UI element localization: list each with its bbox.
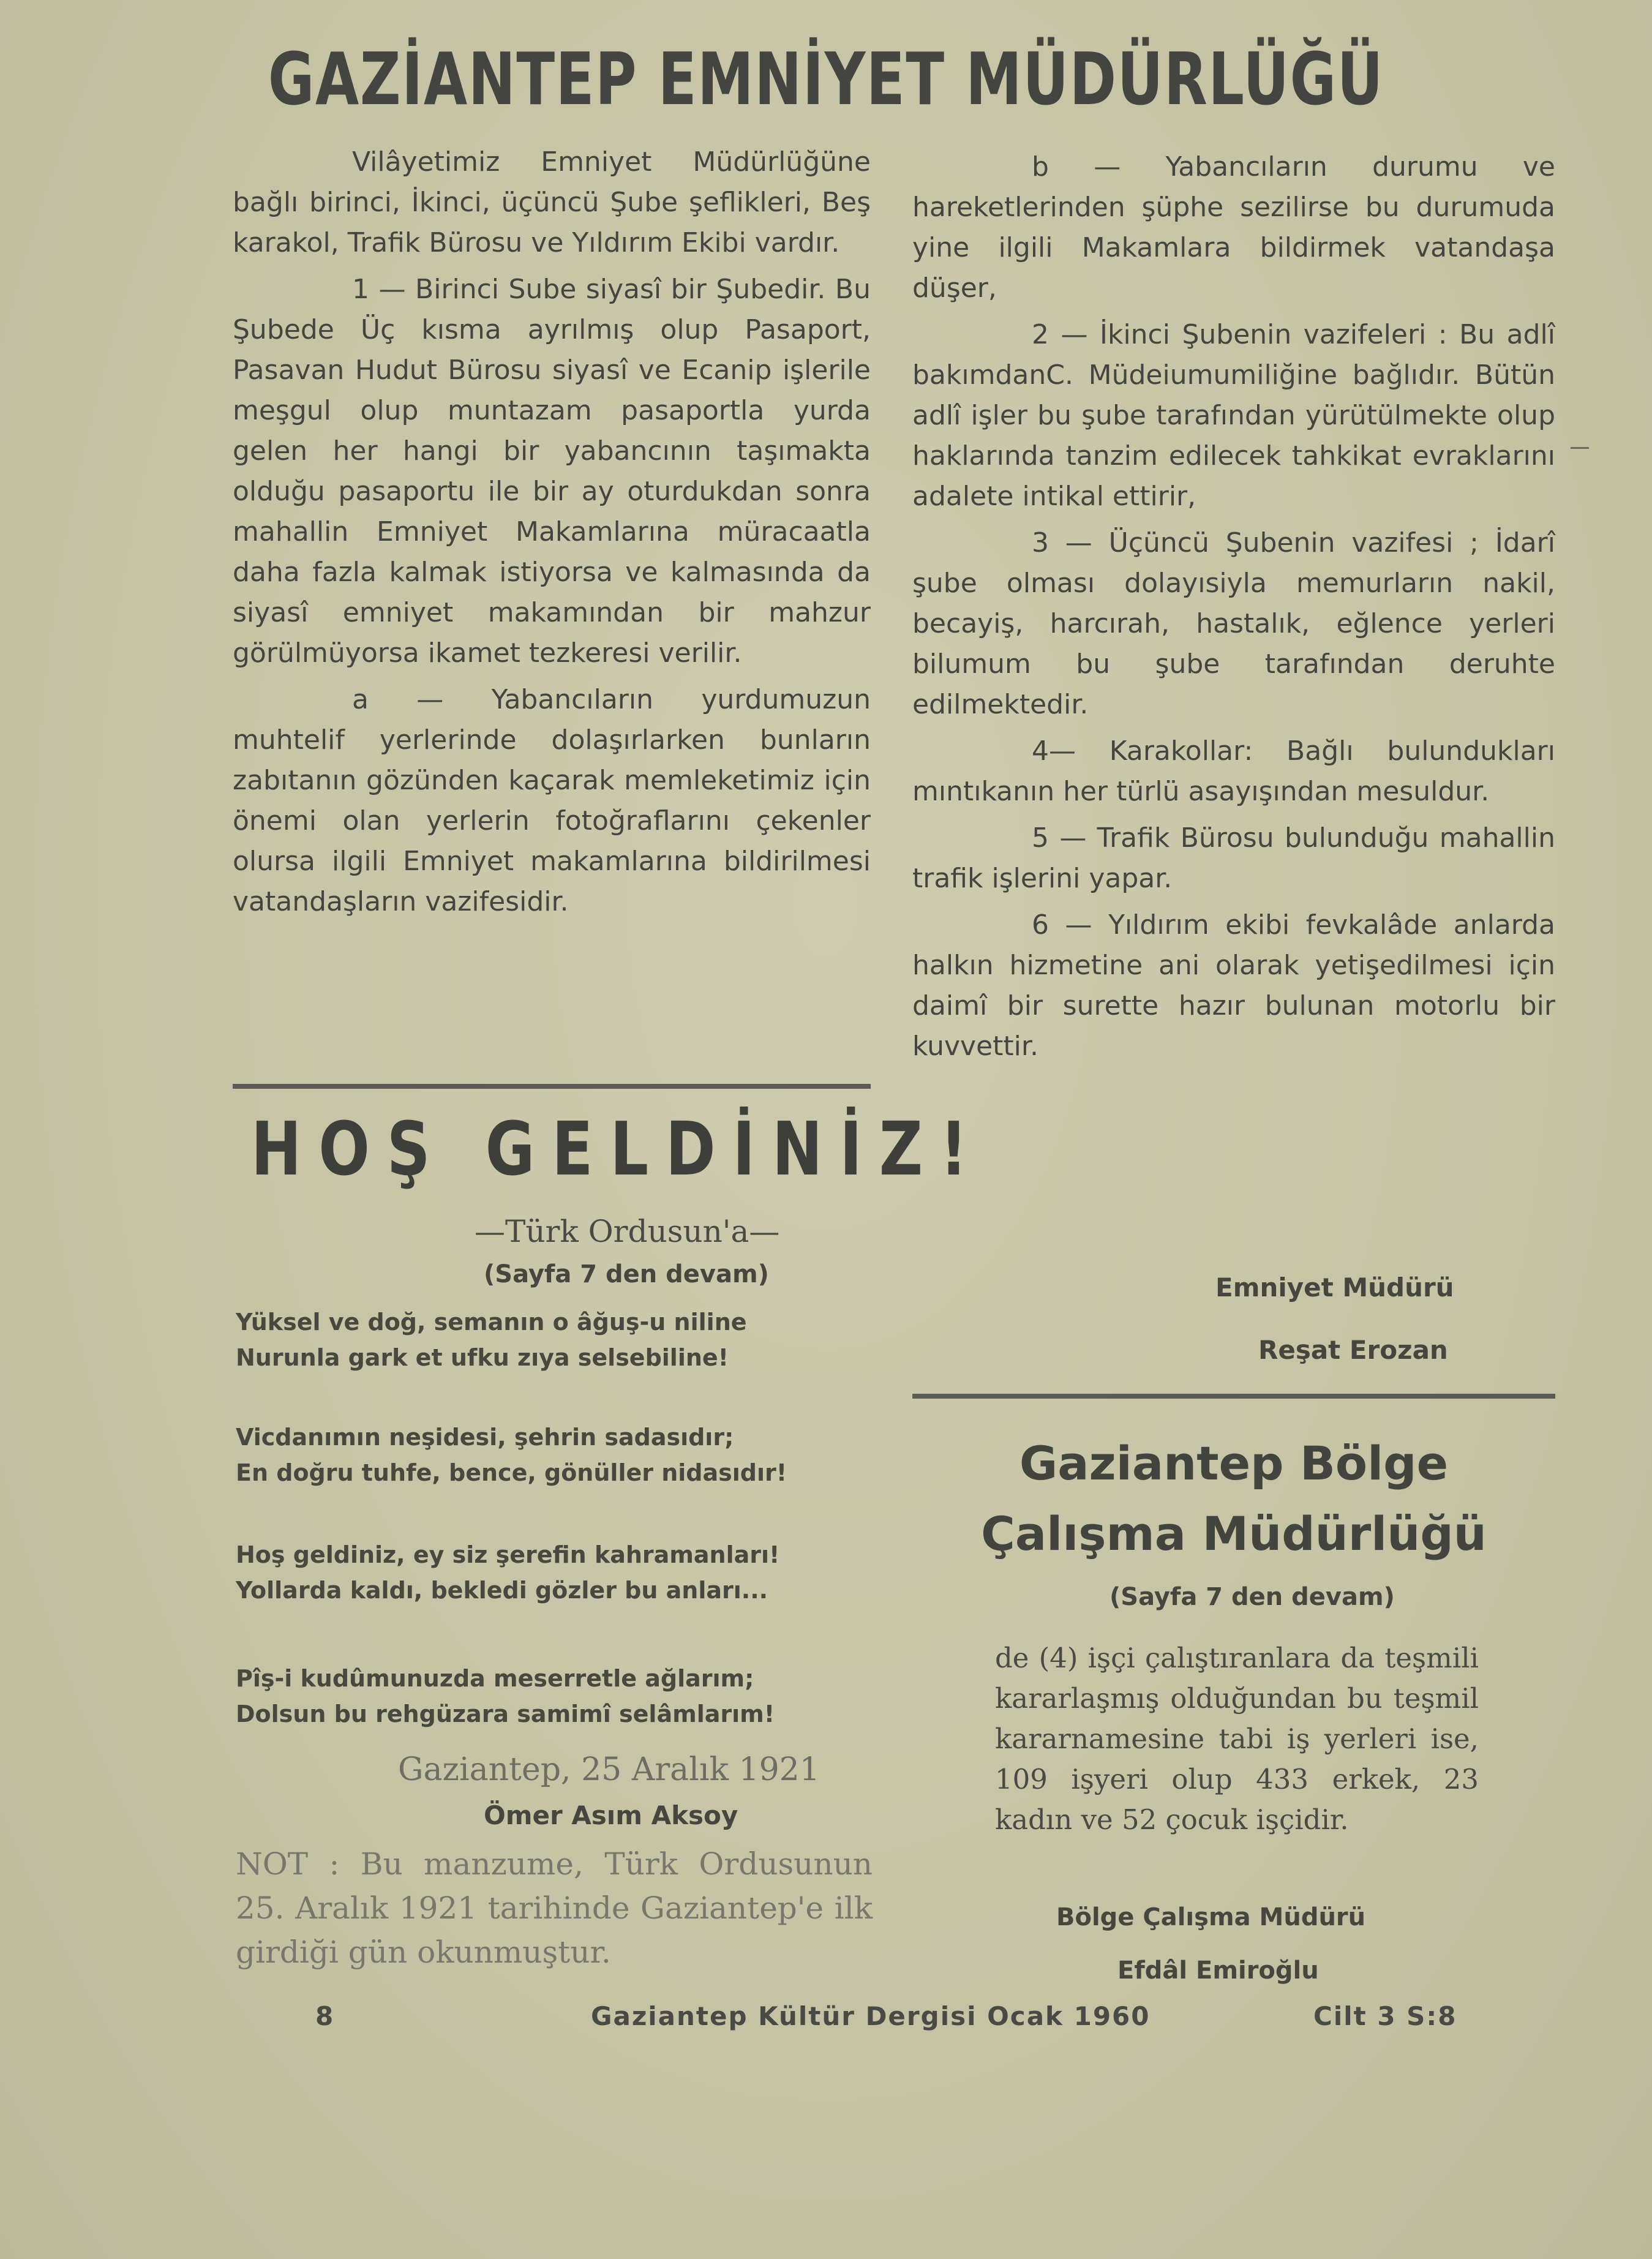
poem-line: En doğru tuhfe, bence, gönüller nidasıdır!: [236, 1459, 787, 1486]
police-signature-name: Reşat Erozan: [1258, 1335, 1448, 1365]
traffic-bureau-paragraph: 5 — Trafik Bürosu bulunduğu mahallin trafik işlerini yapar.: [912, 822, 1555, 894]
bolge-body-text: de (4) işçi çalıştıranlara da teşmili kararlaşmış olduğundan bu teşmil kararnamesine tabi iş yerleri ise, 109 işyeri olup 433 erkek, 23 kadın ve 52 çocuk işçidir.: [995, 1642, 1479, 1836]
foreigners-paragraph: a — Yabancıların yurdumuzun muhtelif yerlerinde dolaşırlarken bunların zabıtanın gözünden kaçarak memleketimiz için önemi olan yerlerin fotoğraflarını çekenler olursa ilgili Emniyet makamlarına bildirilmesi vatandaşların vazifesidir.: [233, 684, 871, 917]
page-title: GAZİANTEP EMNİYET MÜDÜRLÜĞÜ: [268, 37, 1384, 121]
intro-paragraph: Vilâyetimiz Emniyet Müdürlüğüne bağlı birinci, İkinci, üçüncü Şube şeflikleri, Beş karakol, Trafik Bürosu ve Yıldırım Ekibi vardır.: [233, 146, 871, 258]
margin-dash: [1571, 447, 1589, 449]
police-signature-title: Emniyet Müdürü: [1215, 1272, 1454, 1302]
poem-line: Vicdanımın neşidesi, şehrin sadasıdır;: [236, 1424, 734, 1451]
police-stations-paragraph: 4— Karakollar: Bağlı bulundukları mıntıkanın her türlü asayışından mesuldur.: [912, 735, 1555, 807]
bolge-continued-note: (Sayfa 7 den devam): [1109, 1583, 1395, 1611]
poem-stanza-3: [236, 1537, 873, 1608]
poem-continued-note: (Sayfa 7 den devam): [484, 1260, 769, 1288]
bolge-signature-name: Efdâl Emiroğlu: [1117, 1956, 1319, 1985]
left-divider: [233, 1084, 871, 1089]
poem-subtitle: —Türk Ordusun'a—: [475, 1214, 780, 1249]
poem-line: Nurunla gark et ufku zıya selsebiline!: [236, 1344, 729, 1371]
poem-line: Yüksel ve doğ, semanın o âğuş-u niline: [236, 1309, 747, 1336]
lightning-team-paragraph: 6 — Yıldırım ekibi fevkalâde anlarda halkın hizmetine ani olarak yetişedilmesi için daimî bir surette hazır bulunan motorlu bir kuvvettir.: [912, 909, 1555, 1062]
poem-author: Ömer Asım Aksoy: [484, 1800, 738, 1830]
poem-line: Pîş-i kudûmunuzda meserretle ağlarım;: [236, 1665, 754, 1692]
first-branch-paragraph: 1 — Birinci Sube siyasî bir Şubedir. Bu Şubede Üç kısma ayrılmış olup Pasaport, Pasavan Hudut Bürosu siyasî ve Ecanip işlerile meşgul olup muntazam pasaportla yurda gelen her hangi bir yabancının taşımakta olduğu pasaportu ile bir ay oturdukdan sonra mahallin Emniyet Makamlarına müracaatla daha fazla kalmak istiyorsa ve kalmasında da siyasî emniyet makamından bir mahzur görülmüyorsa ikamet tezkeresi verilir.: [233, 274, 871, 669]
right-column: [912, 147, 1555, 1073]
footer-journal: Gaziantep Kültür Dergisi Ocak 1960: [591, 2001, 1151, 2031]
bolge-title-line-1: Gaziantep Bölge: [1019, 1436, 1449, 1490]
footer-volume: Cilt 3 S:8: [1313, 2001, 1457, 2031]
poem-note: NOT : Bu manzume, Türk Ordusunun 25. Aralık 1921 tarihinde Gaziantep'e ilk girdiği gün okunmuştur.: [236, 1846, 873, 1970]
right-divider: [912, 1394, 1555, 1399]
poem-line: Hoş geldiniz, ey siz şerefin kahramanları!: [236, 1541, 780, 1568]
poem-line: Dolsun bu rehgüzara samimî selâmlarım!: [236, 1701, 775, 1727]
bolge-title-line-2: Çalışma Müdürlüğü: [981, 1506, 1487, 1561]
left-column: [233, 142, 871, 928]
paragraph-b: b — Yabancıların durumu ve hareketlerinden şüphe sezilirse bu durumuda yine ilgili Makamlara bildirmek vatandaşa düşer,: [912, 151, 1555, 304]
poem-title: HOŞ GELDİNİZ!: [251, 1107, 985, 1192]
poem-stanza-1: [236, 1304, 873, 1375]
third-branch-paragraph: 3 — Üçüncü Şubenin vazifesi ; İdarî şube olması dolayısiyla memurların nakil, becayiş, harcırah, hastalık, eğlence yerleri bilumum bu şube tarafından deruhte edilmektedir.: [912, 527, 1555, 720]
poem-line: Yollarda kaldı, bekledi gözler bu anları...: [236, 1577, 768, 1604]
poem-stanza-2: [236, 1419, 873, 1490]
poem-stanza-4: [236, 1661, 873, 1732]
second-branch-paragraph: 2 — İkinci Şubenin vazifeleri : Bu adlî bakımdanC. Müdeiumumiliğine bağlıdır. Bütün adlî işler bu şube tarafından yürütülmekte olup haklarında tanzim edilecek tahkikat evraklarını adalete intikal ettirir,: [912, 319, 1555, 512]
poem-place-date: Gaziantep, 25 Aralık 1921: [398, 1751, 820, 1788]
footer-page-number: 8: [315, 2001, 335, 2031]
bolge-signature-title: Bölge Çalışma Müdürü: [1056, 1903, 1366, 1931]
